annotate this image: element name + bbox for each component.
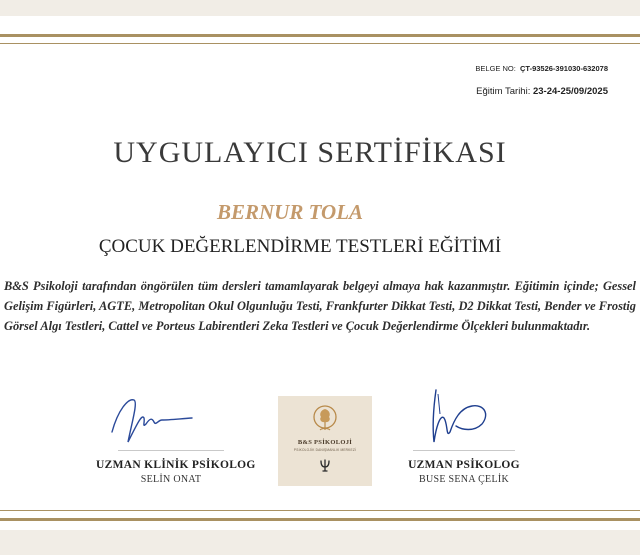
logo-name: B&S PSİKOLOJİ [297,439,353,446]
document-number-label: BELGE NO: [475,64,516,73]
certificate-title: UYGULAYICI SERTİFİKASI [113,136,507,169]
bottom-rule [0,518,640,521]
signatory-right-title: UZMAN PSİKOLOG [408,459,520,471]
recipient-name: BERNUR TOLA [216,200,364,224]
logo-tagline: PSİKOLOJİK DANIŞMANLIK MERKEZİ [293,448,357,452]
signatory-left [96,450,256,485]
company-logo [278,396,372,486]
document-number-value: ÇT-93526-391030-632078 [520,64,608,73]
signature-right-image [426,384,498,448]
certificate-body: B&S Psikoloji tarafından öngörülen tüm dersleri tamamlayarak belgeyi almaya hak kazanmıştır. Eğitimin içinde; Gessel Gelişim Figürleri, AGTE, Metropolitan Okul Olgunluğu Testi, Frankfurter Dikkat Testi, D2 Dikkat Testi, Bender ve Frostig Görsel Algı Testleri, Cattel ve Porteus Labirentleri Zeka Testleri ve Çocuk Değerlendirme Ölçekleri bulunmaktadır. [4,279,636,333]
signatory-left-name: SELİN ONAT [140,474,202,485]
top-rule-thin [0,43,640,44]
top-rule [0,34,640,37]
course-name: ÇOCUK DEĞERLENDİRME TESTLERİ EĞİTİMİ [98,236,502,257]
bottom-rule-thin [0,510,640,511]
psi-icon [318,458,332,472]
training-date-value: 23-24-25/09/2025 [532,86,608,97]
training-date-label: Eğitim Tarihi: [476,86,531,97]
signature-line-right [413,450,515,451]
signatory-right [390,450,538,485]
head-tree-icon [312,404,338,436]
document-number [475,64,608,73]
signatory-left-title: UZMAN KLİNİK PSİKOLOG [96,459,256,471]
signatory-right-name: BUSE SENA ÇELİK [418,474,510,485]
signature-line-left [118,450,224,451]
training-date [476,86,608,97]
signature-left-image [108,392,198,448]
